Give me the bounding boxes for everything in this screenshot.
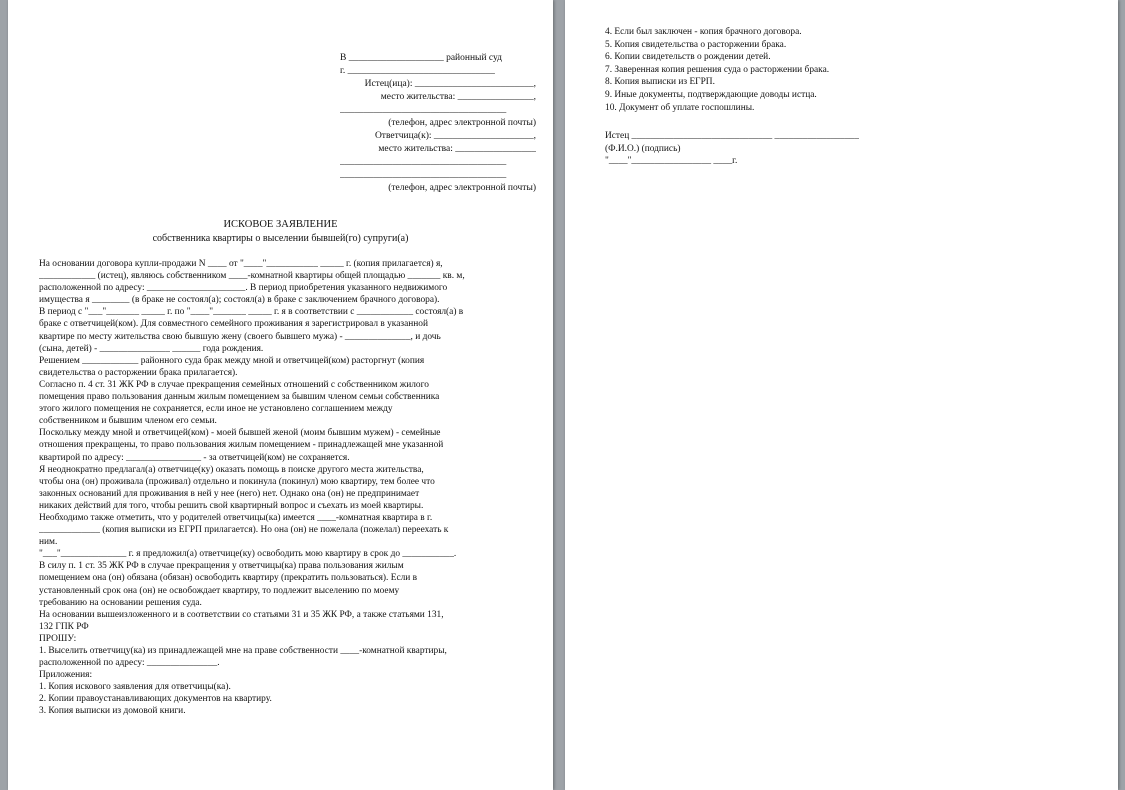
body-line: браке с ответчицей(ком). Для совместного семейного проживания я зарегистрировал в указанной: [39, 319, 428, 330]
blank-line: ___________________________________: [340, 105, 507, 115]
signature-line: Истец ______________________________ __________________: [605, 131, 859, 141]
body-line: квартире по месту жительства свою бывшую жену (своего бывшего мужа) - ______________, и дочь: [39, 331, 441, 342]
body-line: ____________ (истец), являюсь собственником ____-комнатной квартиры общей площадью _______ кв. м,: [39, 271, 465, 282]
body-line: Необходимо также отметить, что у родителей ответчицы(ка) имеется ____-комнатная квартира в г.: [39, 512, 433, 523]
body-line: собственником и бывшим членом его семьи.: [39, 416, 217, 427]
signature-caption: (Ф.И.О.) (подпись): [605, 143, 681, 154]
document-title: ИСКОВОЕ ЗАЯВЛЕНИЕ: [223, 219, 338, 230]
signature-block: [605, 130, 925, 168]
attachment-item: 4. Если был заключен - копия брачного договора.: [605, 27, 802, 37]
attachment-item: 8. Копия выписки из ЕГРП.: [605, 77, 715, 88]
body-line: помещения право пользования данным жилым помещением за бывшим членом семьи собственника: [39, 392, 440, 403]
body-line: На основании договора купли-продажи N ____ от "____"___________ _____ г. (копия прилагается) я,: [39, 259, 443, 269]
body-line: Я неоднократно предлагал(а) ответчице(ку) оказать помощь в поиске другого места жительства,: [39, 464, 424, 475]
body-line: расположенной по адресу: _______________.: [39, 658, 220, 669]
body-line: помещением она (он) обязана (обязан) освободить квартиру (прекратить пользоваться). Если в: [39, 573, 418, 584]
plaintiff-residence-line: место жительства: ________________,: [380, 92, 536, 102]
body-line: квартирой по адресу: ________________ - за ответчицей(ком) не сохраняется.: [39, 452, 350, 463]
body-line: Согласно п. 4 ст. 31 ЖК РФ в случае прекращения семейных отношений с собственником жилого: [39, 379, 429, 390]
body-line: установленный срок она (он) не освобождает квартиру, то подлежит выселению по моему: [39, 585, 400, 596]
body-line: 1. Копия искового заявления для ответчицы(ка).: [39, 682, 231, 693]
body-line: 2. Копии правоустанавливающих документов на квартиру.: [39, 694, 272, 705]
body-line: Приложения:: [39, 670, 93, 681]
body-line: "___"______________ г. я предложил(а) ответчице(ку) освободить мою квартиру в срок до ___________.: [39, 549, 457, 560]
body-line: имущества я ________ (в браке не состоял(а); состоял(а) в браке с заключением брачного договора).: [39, 295, 440, 306]
blank-line: ___________________________________: [340, 170, 507, 180]
body-line: _____________ (копия выписки из ЕГРП прилагается). Но она (он) не пожелала (пожелал) переехать к: [39, 525, 449, 536]
body-line: отношения прекращены, то право пользования жилым помещением - принадлежащей мне указанной: [39, 440, 444, 451]
plaintiff-line: Истец(ица): _________________________,: [364, 79, 536, 89]
blank-line: ___________________________________: [340, 157, 507, 167]
body-line: никаких действий для того, чтобы решить свой квартирный вопрос и съехать из моей квартиры.: [39, 500, 424, 511]
document-body: [39, 258, 529, 718]
body-line: 1. Выселить ответчицу(ка) из принадлежащей мне на праве собственности ____-комнатной квартиры,: [39, 646, 447, 656]
body-line: чтобы она (он) проживала (проживал) отдельно и покинула (покинул) мою квартиру, тем более что: [39, 476, 435, 487]
body-line: свидетельства о расторжении брака прилагается).: [39, 367, 238, 378]
document-page-1: [8, 0, 553, 790]
attachment-item: 6. Копии свидетельств о рождении детей.: [605, 52, 771, 63]
body-line: расположенной по адресу: _____________________. В период приобретения указанного недвижимого: [39, 283, 448, 294]
court-city-line: г. _______________________________: [340, 66, 495, 76]
court-line: В ____________________ районный суд: [340, 53, 502, 63]
attachment-item: 10. Документ об уплате госпошлины.: [605, 102, 755, 113]
body-line: законных оснований для проживания в ней у нее (него) нет. Однако она (он) не предпринимает: [39, 488, 420, 499]
body-line: В силу п. 1 ст. 35 ЖК РФ в случае прекращения у ответчицы(ка) права пользования жилым: [39, 561, 404, 572]
body-line: ПРОШУ:: [39, 633, 77, 644]
body-line: 132 ГПК РФ: [39, 621, 89, 632]
body-line: Поскольку между мной и ответчицей(ком) - моей бывшей женой (моим бывшим мужем) - семейные: [39, 428, 441, 439]
body-line: требованию на основании решения суда.: [39, 597, 202, 608]
body-line: этого жилого помещения не сохраняется, если иное не установлено соглашением между: [39, 404, 393, 415]
document-page-2: [565, 0, 1118, 790]
respondent-line: Ответчица(к): _____________________,: [374, 131, 536, 141]
addressee-block: [340, 52, 536, 195]
document-subtitle: собственника квартиры о выселении бывшей(го) супруги(а): [152, 233, 409, 244]
body-line: ним.: [39, 537, 58, 548]
attachments-list: [605, 26, 905, 114]
respondent-residence-line: место жительства: _________________: [378, 144, 536, 154]
plaintiff-contact-line: (телефон, адрес электронной почты): [388, 118, 536, 128]
body-line: В период с "___"_______ _____ г. по "____"_______ _____ г. я в соответствии с ____________ состоял(а) в: [39, 307, 464, 318]
body-line: 3. Копия выписки из домовой книги.: [39, 706, 186, 717]
attachment-item: 9. Иные документы, подтверждающие доводы истца.: [605, 89, 817, 100]
body-line: На основании вышеизложенного и в соответствии со статьями 31 и 35 ЖК РФ, а также статьями 131,: [39, 609, 444, 620]
respondent-contact-line: (телефон, адрес электронной почты): [388, 183, 536, 193]
body-line: Решением ____________ районного суда брак между мной и ответчицей(ком) расторгнут (копия: [39, 355, 425, 366]
attachment-item: 7. Заверенная копия решения суда о расторжении брака.: [605, 64, 830, 75]
body-line: (сына, детей) - _______________ ______ года рождения.: [39, 343, 264, 354]
signature-date: "____"_________________ ____г.: [605, 156, 738, 167]
attachment-item: 5. Копия свидетельства о расторжении брака.: [605, 39, 787, 50]
